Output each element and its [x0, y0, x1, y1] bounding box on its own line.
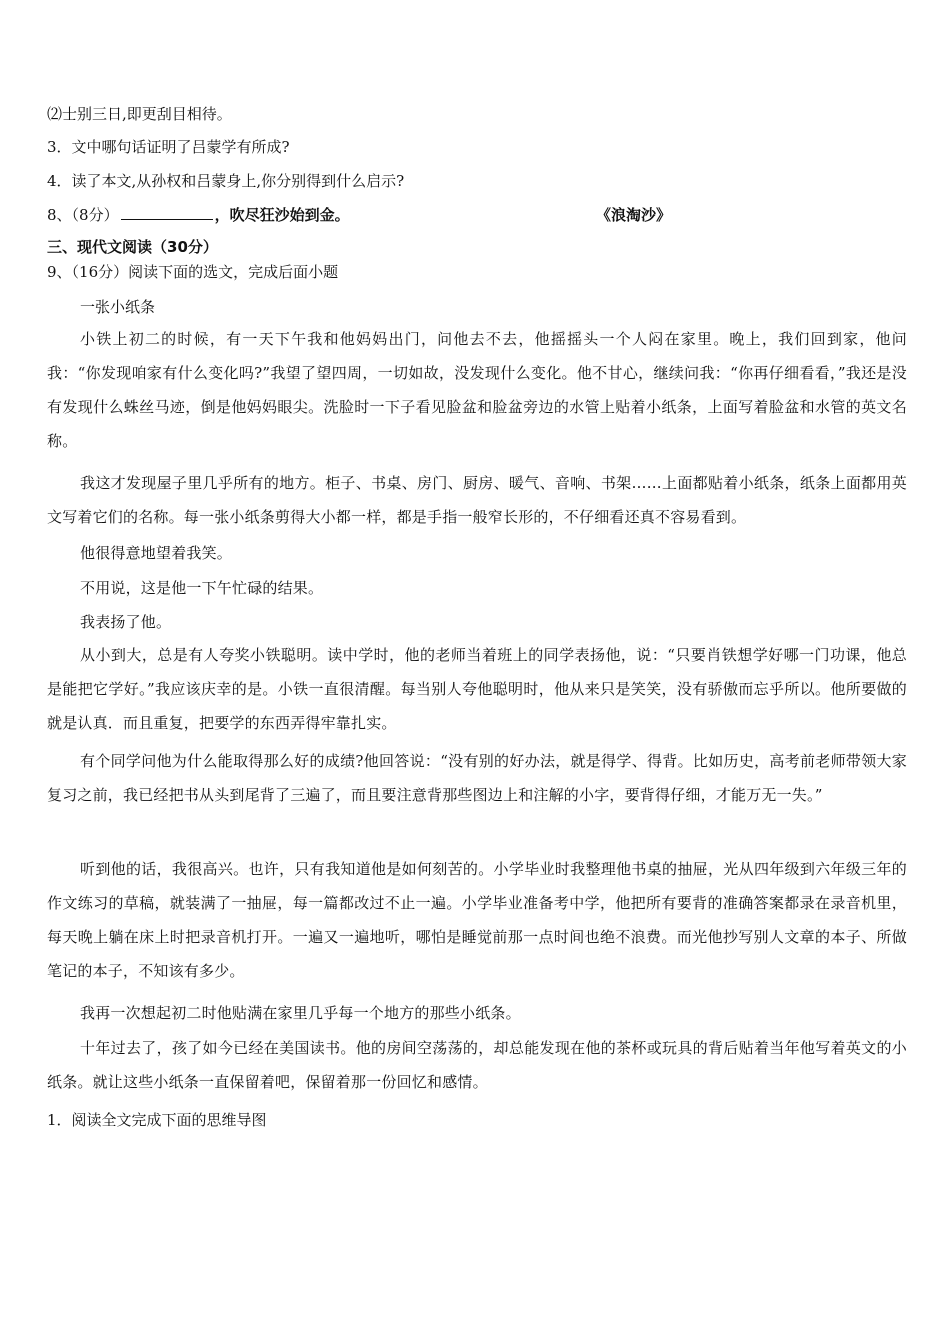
answer-blank[interactable]: [121, 205, 213, 220]
paragraph-5: 我表扬了他。: [80, 613, 172, 631]
question-2-sub: ⑵士别三日,即更刮目相待。: [47, 105, 232, 123]
question-8-prefix: 8、（8分）: [47, 206, 119, 224]
paragraph-1: 小铁上初二的时候，有一天下午我和他妈妈出门，问他去不去，他摇摇头一个人闷在家里。晚上，我们回到家，他问我：“你发现咱家有什么变化吗?”我望了望四周，一切如故，没发现什么变化。他不甘心，继续问我：“你再仔细看看，”我还是没有发现什么蛛丝马迹，倒是他妈妈眼尖。洗脸时一下子看见脸盆和脸盆旁边的水管上贴着小纸条，上面写着脸盆和水管的英文名称。: [47, 330, 907, 450]
paragraph-10: 十年过去了，孩了如今已经在美国读书。他的房间空荡荡的，却总能发现在他的茶杯或玩具的背后贴着当年他写着英文的小纸条。就让这些小纸条一直保留着吧，保留着那一份回忆和感情。: [47, 1039, 907, 1091]
section-heading: 三、现代文阅读（30分）: [47, 238, 218, 256]
paragraph-6: 从小到大，总是有人夸奖小铁聪明。读中学时，他的老师当着班上的同学表扬他，说：“只要肖铁想学好哪一门功课，他总是能把它学好。”我应该庆幸的是。小铁一直很清醒。每当别人夸他聪明时，他从来只是笑笑，没有骄傲而忘乎所以。他所要做的就是认真．而且重复，把要学的东西弄得牢靠扎实。: [47, 646, 907, 732]
article-title: 一张小纸条: [80, 298, 156, 316]
paragraph-9: 我再一次想起初二时他贴满在家里几乎每一个地方的那些小纸条。: [80, 1004, 521, 1022]
question-8: [47, 205, 907, 225]
question-4: 4．读了本文,从孙权和吕蒙身上,你分别得到什么启示?: [47, 172, 405, 190]
paragraph-7: 有个同学问他为什么能取得那么好的成绩?他回答说：“没有别的好办法，就是得学、得背。比如历史，高考前老师带领大家复习之前，我已经把书从头到尾背了三遍了，而且要注意背那些图边上和注解的小字，要背得仔细，才能万无一失。”: [47, 752, 907, 804]
paragraph-2: 我这才发现屋子里几乎所有的地方。柜子、书桌、房门、厨房、暖气、音响、书架……上面都贴着小纸条，纸条上面都用英文写着它们的名称。每一张小纸条剪得大小都一样，都是手指一般窄长形的，不仔细看还真不容易看到。: [47, 474, 907, 526]
question-8-verse: ，吹尽狂沙始到金。: [214, 206, 350, 224]
question-mindmap: 1．阅读全文完成下面的思维导图: [47, 1111, 267, 1129]
paragraph-4: 不用说，这是他一下午忙碌的结果。: [80, 579, 324, 597]
question-3: 3．文中哪句话证明了吕蒙学有所成?: [47, 138, 290, 156]
paragraph-8: 听到他的话，我很高兴。也许，只有我知道他是如何刻苦的。小学毕业时我整理他书桌的抽屉，光从四年级到六年级三年的作文练习的草稿，就装满了一抽屉，每一篇都改过不止一遍。小学毕业准备考中学，他把所有要背的准确答案都录在录音机里，每天晚上躺在床上时把录音机打开。一遍又一遍地听，哪怕是睡觉前那一点时间也绝不浪费。而光他抄写别人文章的本子、所做笔记的本子，不知该有多少。: [47, 860, 907, 980]
poem-source: 《浪淘沙》: [596, 206, 672, 224]
question-9: 9、（16分）阅读下面的选文，完成后面小题: [47, 263, 339, 281]
paragraph-3: 他很得意地望着我笑。: [80, 544, 233, 562]
